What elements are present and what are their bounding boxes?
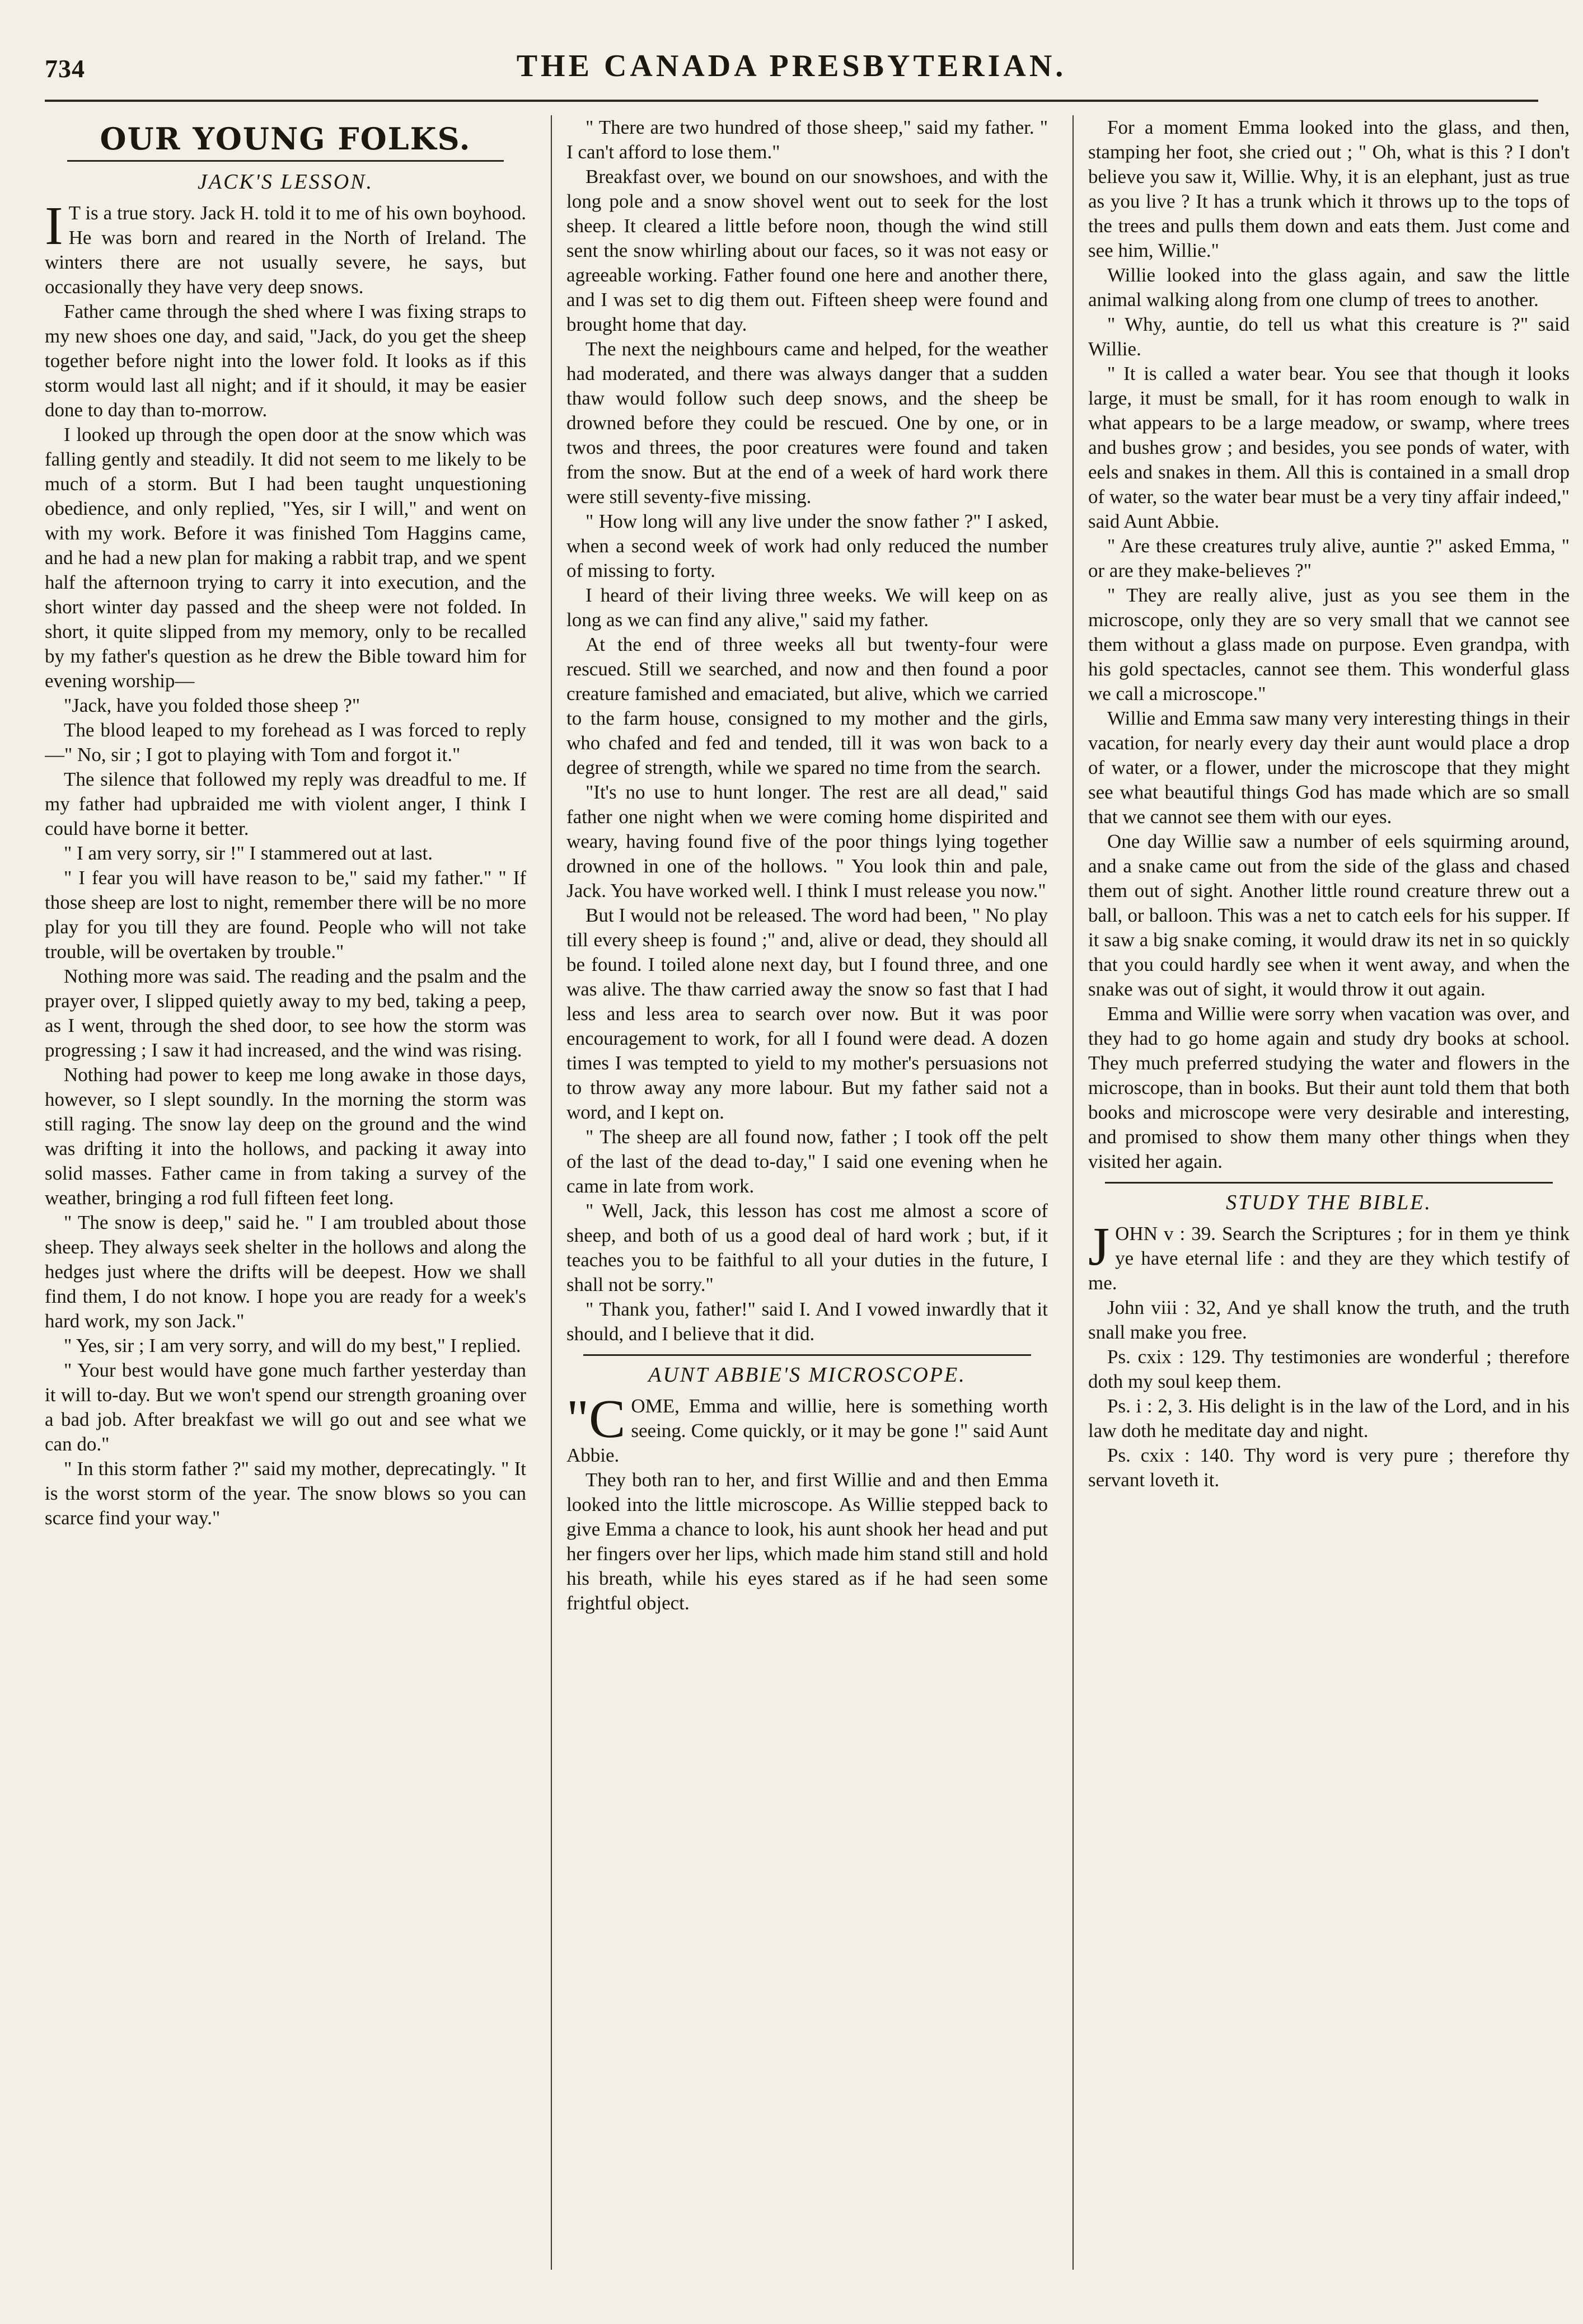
drop-cap: J <box>1088 1217 1110 1277</box>
article-paragraph: " Yes, sir ; I am very sorry, and will do my best," I replied. <box>64 1335 521 1356</box>
masthead-title: THE CANADA PRESBYTERIAN. <box>516 49 1067 83</box>
article-paragraph: " The sheep are all found now, father ; I took off the pelt of the last of the dead to-day," I said one evening when he came in late from work. <box>566 1126 1048 1197</box>
story-divider <box>1105 1182 1553 1184</box>
story-divider <box>583 1354 1031 1356</box>
column-2 <box>566 115 1048 2309</box>
article-paragraph: " There are two hundred of those sheep," said my father. " I can't afford to lose them." <box>566 116 1048 163</box>
article-paragraph: The silence that followed my reply was dreadful to me. If my father had upbraided me with violent anger, I think I could have borne it better. <box>45 768 526 839</box>
article-paragraph: " Why, auntie, do tell us what this creature is ?" said Willie. <box>1088 313 1570 360</box>
story-title-study-the-bible: STUDY THE BIBLE. <box>1226 1191 1432 1214</box>
article-paragraph: "Jack, have you folded those sheep ?" <box>64 694 360 716</box>
article-paragraph: At the end of three weeks all but twenty-four were rescued. Still we searched, and now and then found a poor creature famished and emaciated, but alive, which we carried to the farm house, consigned to my mother and the girls, who chafed and fed and tended, till it was won back to a degree of strength, while we spared no time from the search. <box>566 633 1048 778</box>
article-paragraph: "COME, Emma and willie, here is something worth seeing. Come quickly, or it may be gone !" said Aunt Abbie. <box>566 1389 1048 1466</box>
article-paragraph: For a moment Emma looked into the glass, and then, stamping her foot, she cried out ; " Oh, what is this ? I don't believe you saw it, Willie. Why, it is an elephant, just as true as you live ? It has a trunk which it throws up to the tops of the trees and pulls them down and eats them. Just come and see him, Willie." <box>1088 116 1570 261</box>
article-paragraph: Ps. i : 2, 3. His delight is in the law of the Lord, and in his law doth he meditate day and night. <box>1088 1395 1570 1442</box>
story-title-aunt-abbies-microscope: AUNT ABBIE'S MICROSCOPE. <box>648 1363 966 1387</box>
article-paragraph: " Are these creatures truly alive, auntie ?" asked Emma, " or are they make-believes ?" <box>1088 535 1570 581</box>
article-paragraph: They both ran to her, and first Willie and and then Emma looked into the little microscope. As Willie stepped back to give Emma a chance to look, his aunt shook her head and put her fingers over her lips, which made him stand still and hold his breath, while his eyes stared as if he had seen some frightful object. <box>566 1469 1048 1614</box>
article-paragraph: The blood leaped to my forehead as I was forced to reply—" No, sir ; I got to playing with Tom and forgot it." <box>45 719 526 766</box>
article-paragraph: But I would not be released. The word had been, " No play till every sheep is found ;" and, alive or dead, they should all be found. I toiled alone next day, but I found three, and one was alive. The thaw carried away the snow so fast that I had less and less area to search over now. But it was poor encouragement to work, for all I found were dead. A dozen times I was tempted to yield to my mother's persuasions not to throw away any more labour. But my father said not a word, and I kept on. <box>566 904 1048 1123</box>
article-paragraph: Ps. cxix : 140. Thy word is very pure ; therefore thy servant loveth it. <box>1088 1444 1570 1491</box>
article-paragraph: Nothing had power to keep me long awake in those days, however, so I slept soundly. In the morning the storm was still raging. The snow lay deep on the ground and the wind was drifting it into the hollows, and packing it away into solid masses. Father came in from taking a survey of the weather, bringing a rod full fifteen feet long. <box>45 1064 526 1209</box>
column-3 <box>1088 115 1570 2309</box>
article-paragraph: JOHN v : 39. Search the Scriptures ; for in them ye think ye have eternal life : and they are they which testify of me. <box>1088 1217 1570 1294</box>
article-paragraph: "It's no use to hunt longer. The rest are all dead," said father one night when we were coming home dispirited and weary, having found five of the poor things lying together drowned in one of the hollows. " You look thin and pale, Jack. You have worked well. I think I must release you now." <box>566 781 1048 902</box>
drop-cap: "C <box>566 1389 626 1449</box>
article-paragraph: I looked up through the open door at the snow which was falling gently and steadily. It did not seem to me likely to be much of a storm. But I had been taught unquestioning obedience, and only replied, "Yes, sir I will," and went on with my work. Before it was finished Tom Haggins came, and he had a new plan for making a rabbit trap, and we spent half the afternoon trying to carry it into execution, and the short winter day passed and the sheep were not folded. In short, it quite slipped from my memory, only to be recalled by my father's question as he drew the Bible toward him for evening worship— <box>45 424 526 692</box>
column-1 <box>45 115 526 2309</box>
article-paragraph: Father came through the shed where I was fixing straps to my new shoes one day, and said, "Jack, do you get the sheep together before night into the lower fold. It looks as if this storm would last all night; and if it should, it may be easier done to day than to-morrow. <box>45 301 526 421</box>
article-paragraph: " Thank you, father!" said I. And I vowed inwardly that it should, and I believe that it did. <box>566 1298 1048 1345</box>
article-paragraph: I T is a true story. Jack H. told it to me of his own boyhood. He was born and reared in the North of Ireland. The winters there are not usually severe, he says, but occasionally they have very deep snows. <box>45 196 526 298</box>
article-paragraph: " It is called a water bear. You see that though it looks large, it must be small, for it has room enough to walk in what appears to be a large meadow, or swamp, where trees and bushes grow ; and besides, you see ponds of water, with eels and snakes in them. All this is contained in a small drop of water, so the water bear must be a very tiny affair indeed," said Aunt Abbie. <box>1088 363 1570 532</box>
page-number: 734 <box>45 54 85 83</box>
article-paragraph: Willie and Emma saw many very interesting things in their vacation, for nearly every day their aunt would place a drop of water, or a flower, under the microscope that they might see what beautiful things God has made which are so small that we cannot see them with our eyes. <box>1088 707 1570 828</box>
article-paragraph: " Well, Jack, this lesson has cost me almost a score of sheep, and both of us a good deal of hard work ; but, if it teaches you to be faithful to all your duties in the future, I shall not be sorry." <box>566 1200 1048 1295</box>
drop-cap: I <box>45 196 63 256</box>
article-paragraph: Breakfast over, we bound on our snowshoes, and with the long pole and a snow shovel went out to seek for the lost sheep. It cleared a little before noon, though the wind still sent the snow whirling about our faces, so it was not easy or agreeable working. Father found one here and another there, and I was set to dig them out. Fifteen sheep were found and brought home that day. <box>566 166 1048 335</box>
article-paragraph: " I am very sorry, sir !" I stammered out at last. <box>64 842 433 864</box>
article-paragraph: " The snow is deep," said he. " I am troubled about those sheep. They always seek shelter in the hollows and along the hedges just where the drifts will be deepest. How we shall find them, I do not know. I hope you are ready for a week's hard work, my son Jack." <box>45 1212 526 1332</box>
story-title-jacks-lesson: JACK'S LESSON. <box>197 170 374 194</box>
article-paragraph: I heard of their living three weeks. We will keep on as long as we can find any alive," said my father. <box>566 584 1048 631</box>
article-paragraph: " In this storm father ?" said my mother, deprecatingly. " It is the worst storm of the year. The snow blows so you can scarce find your way." <box>45 1458 526 1529</box>
article-paragraph: Ps. cxix : 129. Thy testimonies are wonderful ; therefore doth my soul keep them. <box>1088 1346 1570 1392</box>
article-paragraph: " How long will any live under the snow father ?" I asked, when a second week of work had only reduced the number of missing to forty. <box>566 510 1048 581</box>
article-paragraph: Emma and Willie were sorry when vacation was over, and they had to go home again and study dry books at school. They much preferred studying the water and flowers in the microscope, than in books. But their aunt told them that both books and microscope were very desirable and interesting, and promised to show them many other things when they visited her again. <box>1088 1003 1570 1172</box>
column-divider <box>551 115 552 2270</box>
article-paragraph: " They are really alive, just as you see them in the microscope, only they are so very small that we cannot see them without a glass made on purpose. Even grandpa, with his gold spectacles, cannot see them. This wonderful glass we call a microscope." <box>1088 584 1570 705</box>
column-divider <box>1072 115 1074 2270</box>
article-paragraph: Nothing more was said. The reading and the psalm and the prayer over, I slipped quietly away to my bed, taking a peep, as I went, through the shed door, to see how the storm was progressing ; I saw it had increased, and the wind was rising. <box>45 965 526 1061</box>
section-title: OUR YOUNG FOLKS. <box>100 121 471 157</box>
article-paragraph: The next the neighbours came and helped, for the weather had moderated, and there was always danger that a sudden thaw would follow such deep snows, and the sheep be drowned before they could be rescued. One by one, or in twos and threes, the poor creatures were found and taken from the snow. But at the end of a week of hard work there were still seventy-five missing. <box>566 338 1048 508</box>
article-paragraph: John viii : 32, And ye shall know the truth, and the truth snall make you free. <box>1088 1297 1570 1343</box>
article-paragraph: " I fear you will have reason to be," said my father." " If those sheep are lost to night, remember there will be no more play for you till they are found. People who will not take trouble, will be overtaken by trouble." <box>45 867 526 963</box>
section-rule <box>67 160 504 162</box>
article-paragraph: " Your best would have gone much farther yesterday than it will to-day. But we won't spend our strength groaning over a bad job. After breakfast we will go out and see what we can do." <box>45 1359 526 1455</box>
header-rule <box>45 100 1538 102</box>
article-paragraph: Willie looked into the glass again, and saw the little animal walking along from one clump of trees to another. <box>1088 264 1570 311</box>
article-paragraph: One day Willie saw a number of eels squirming around, and a snake came out from the side of the glass and chased them out of sight. Another little round creature threw out a ball, or balloon. This was a net to catch eels for his supper. If it saw a big snake coming, it would draw its net in so quickly that you could hardly see when it went away, and when the snake was out of sight, it would throw it out again. <box>1088 830 1570 1000</box>
